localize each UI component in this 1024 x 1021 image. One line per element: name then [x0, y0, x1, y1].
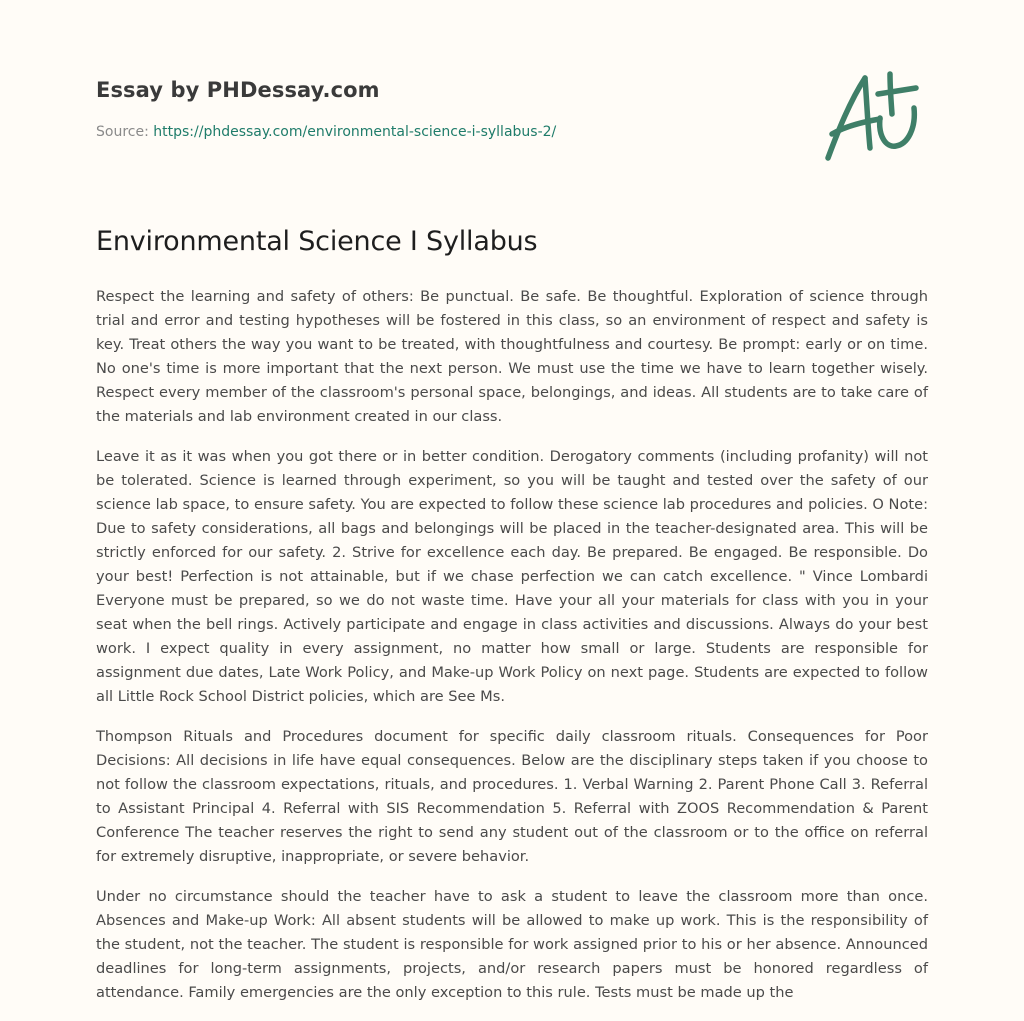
paragraph: Under no circumstance should the teacher have to ask a student to leave the classroom more than once. Absences and Make-up Work: All absent students will be allowed to make up work. This is the responsibility of the student, not the teacher. The student is responsible for work assigned prior to his or her absence. Announced deadlines for long-term assignments, projects, and/or research papers must be honored regardless of attendance. Family emergencies are the only exception to this rule. Tests must be made up the	[96, 888, 928, 1001]
source-label: Source:	[96, 124, 149, 140]
source-link[interactable]: https://phdessay.com/environmental-science-i-syllabus-2/	[153, 124, 557, 140]
paragraph: Leave it as it was when you got there or in better condition. Derogatory comments (including profanity) will not be tolerated. Science is learned through experiment, so you will be taught and tested over the safety of our science lab space, to ensure safety. You are expected to follow these science lab procedures and policies. O Note: Due to safety considerations, all bags and belongings will be placed in the teacher-designated area. This will be strictly enforced for our safety. 2. Strive for excellence each day. Be prepared. Be engaged. Be responsible. Do your best! Perfection is not attainable, but if we chase perfection we can catch excellence. " Vince Lombardi Everyone must be prepared, so we do not waste time. Have your all your materials for class with you in your seat when the bell rings. Actively participate and engage in class activities and discussions. Always do your best work. I expect quality in every assignment, no matter how small or large. Students are responsible for assignment due dates, Late Work Policy, and Make-up Work Policy on next page. Students are expected to follow all Little Rock School District policies, which are See Ms.	[96, 448, 928, 705]
paragraph: Thompson Rituals and Procedures document for specific daily classroom rituals. Consequences for Poor Decisions: All decisions in life have equal consequences. Below are the disciplinary steps taken if you choose to not follow the classroom expectations, rituals, and procedures. 1. Verbal Warning 2. Parent Phone Call 3. Referral to Assistant Principal 4. Referral with SIS Recommendation 5. Referral with ZOOS Recommendation & Parent Conference The teacher reserves the right to send any student out of the classroom or to the office on referral for extremely disruptive, inappropriate, or severe behavior.	[96, 728, 928, 865]
document-body	[96, 285, 928, 1021]
logo-stroke-a-right	[865, 78, 870, 148]
logo-stroke-swoosh	[880, 108, 915, 146]
logo-stroke-plus-h	[878, 88, 916, 94]
source-line	[96, 124, 556, 140]
a-plus-grade-icon	[818, 66, 928, 166]
brand-title: Essay by PHDessay.com	[96, 78, 380, 102]
logo-stroke-a-left	[828, 78, 865, 158]
document-title: Environmental Science I Syllabus	[96, 226, 538, 257]
paragraph: Respect the learning and safety of others: Be punctual. Be safe. Be thoughtful. Exploration of science through trial and error and testing hypotheses will be fostered in this class, so an environment of respect and safety is key. Treat others the way you want to be treated, with thoughtfulness and courtesy. Be prompt: early or on time. No one's time is more important that the next person. We must use the time we have to learn together wisely. Respect every member of the classroom's personal space, belongings, and ideas. All students are to take care of the materials and lab environment created in our class.	[96, 288, 928, 425]
